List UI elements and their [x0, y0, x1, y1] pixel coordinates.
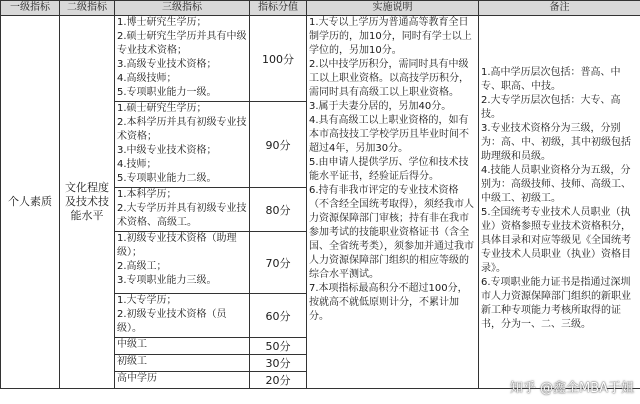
header-level2: 二级指标: [60, 1, 115, 16]
score-cell: 80分: [250, 188, 307, 232]
criteria-line: 1.初级专业技术资格（助理级）；: [117, 233, 237, 258]
implementation-item: 4.具有高级工以上职业资格的，如有本市高技技工学校学历且毕业时间不超过4年，另加30分。: [309, 115, 469, 154]
score-cell: 90分: [250, 102, 307, 188]
criteria-line: 3.中级专业技术资格；: [117, 145, 217, 156]
criteria-line: 3.专项职业能力三级。: [117, 275, 217, 286]
header-notes: 备注: [479, 1, 640, 16]
implementation-item: 5.由申请人提供学历、学位和技术技能水平证书，经验证后得分。: [309, 157, 469, 182]
criteria-cell: [115, 188, 250, 232]
criteria-line: 1.本科学历；: [117, 189, 177, 200]
criteria-line: 初级工: [117, 356, 147, 367]
header-implementation: 实施说明: [307, 1, 479, 16]
score-cell: 20分: [250, 372, 307, 389]
header-score: 指标分值: [250, 1, 307, 16]
criteria-line: 1.博士研究生学历；: [117, 17, 207, 28]
note-item: 1.高中学历层次包括：普高、中专、职高、中技。: [481, 67, 621, 92]
criteria-line: 2.高级工；: [117, 261, 167, 272]
score-cell: 60分: [250, 294, 307, 338]
watermark: 知乎 @鑫全MBA于姐: [509, 381, 634, 396]
criteria-line: 2.大专学历并具有初级专业技术资格、高级工。: [117, 203, 247, 228]
notes-cell: [479, 16, 640, 389]
score-cell: 70分: [250, 232, 307, 294]
criteria-line: 中级工: [117, 339, 147, 350]
criteria-line: 5.专项职业能力二级。: [117, 173, 217, 184]
criteria-line: 高中学历: [117, 373, 157, 384]
criteria-cell: [115, 372, 250, 389]
implementation-item: 1.大专以上学历为普通高等教育全日制学历的，加10分，同时有学士以上学位的，另加10分。: [309, 17, 472, 56]
level2-cell: 文化程度及技术技能水平: [60, 16, 115, 389]
score-cell: 50分: [250, 338, 307, 355]
note-item: 3.专业技术资格分为三级，分别为：高、中、初级，其中初级包括助理级和员级。: [481, 123, 631, 162]
table-row: [1, 16, 640, 102]
criteria-line: 4.技师；: [117, 159, 157, 170]
criteria-line: 1.大专学历；: [117, 295, 177, 306]
criteria-line: 3.高级专业技术资格；: [117, 59, 217, 70]
header-level1: 一级指标: [1, 1, 60, 16]
implementation-item: 2.以中技学历积分，需同时具有中级工以上职业资格。以高技学历积分，需同时具有高级工以上职业资格。: [309, 59, 469, 98]
implementation-item: 7.本项指标最高积分不超过100分，按就高不就低原则计分，不累计加分。: [309, 283, 468, 322]
score-cell: 30分: [250, 355, 307, 372]
criteria-line: 5.专项职业能力一级。: [117, 87, 217, 98]
criteria-line: 2.初级专业技术资格（员级）。: [117, 309, 227, 334]
implementation-cell: [307, 16, 479, 389]
score-cell: 100分: [250, 16, 307, 102]
note-item: 2.大专学历层次包括：大专、高技。: [481, 95, 621, 120]
criteria-line: 4.高级技师；: [117, 73, 177, 84]
note-item: 6.专项职业能力证书是指通过深圳市人力资源保障部门组织的新职业新工种专项能力考核所取得的证书，分为一、二、三级。: [481, 277, 631, 330]
note-item: 4.技能人员职业资格分为五级，分别为：高级技师、技师、高级工、中级工、初级工。: [481, 165, 631, 204]
criteria-line: 2.本科学历并具有初级专业技术资格；: [117, 117, 247, 142]
level1-cell: 个人素质: [1, 16, 60, 389]
note-item: 5.全国统考专业技术人员职业（执业）资格参照专业技术资格积分，具体目录和对应等级见《全国统考专业技术人员职业（执业）资格目录》。: [481, 207, 631, 274]
criteria-cell: [115, 16, 250, 102]
criteria-cell: [115, 232, 250, 294]
criteria-cell: [115, 355, 250, 372]
criteria-cell: [115, 102, 250, 188]
implementation-item: 3.属于夫妻分居的，另加40分。: [309, 101, 452, 112]
criteria-cell: [115, 294, 250, 338]
criteria-line: 2.硕士研究生学历并具有中级专业技术资格；: [117, 31, 247, 56]
criteria-cell: [115, 338, 250, 355]
header-row: [1, 1, 640, 16]
implementation-item: 6.持有非我市评定的专业技术资格（不含经全国统考取得），须经我市人力资源保障部门审核；持有非在我市参加考试的技能职业资格证书（含全国、全省统考类），须参加并通过我市人力资源保障部门组织的相应等级的综合水平测试。: [309, 185, 474, 280]
criteria-line: 1.硕士研究生学历；: [117, 103, 207, 114]
header-level3: 三级指标: [115, 1, 250, 16]
